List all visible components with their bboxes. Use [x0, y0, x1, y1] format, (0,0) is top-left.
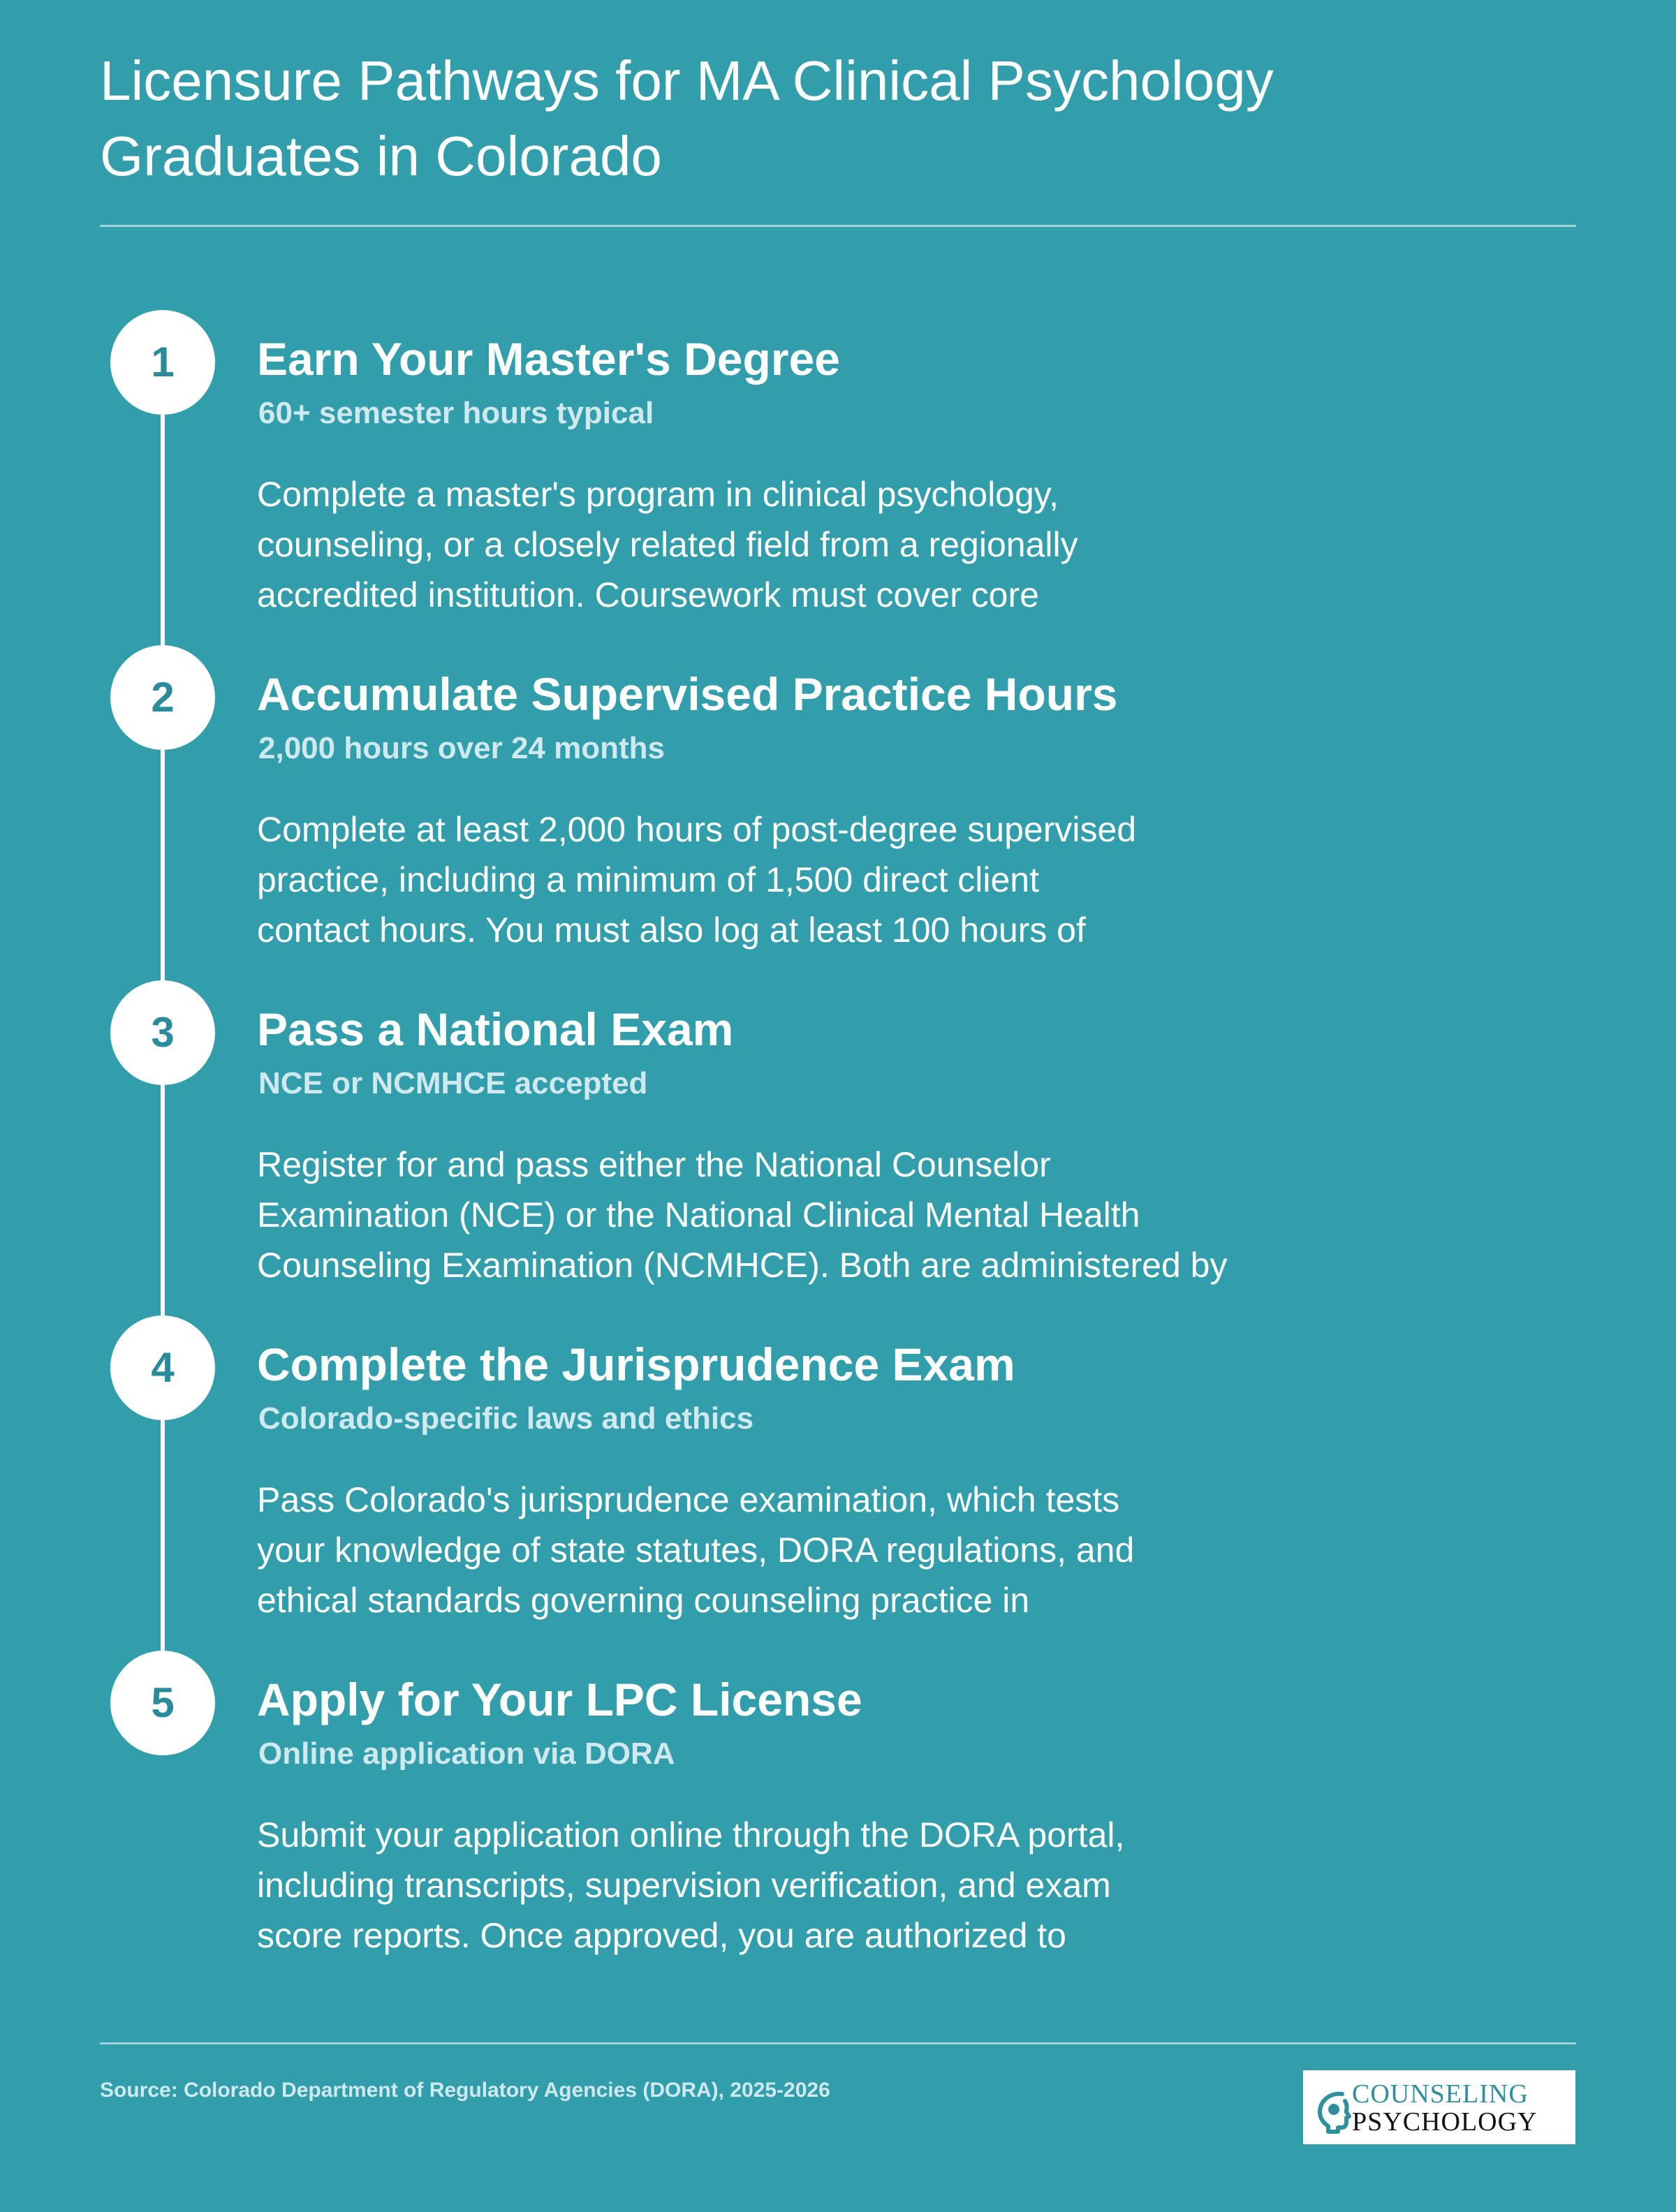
step-description-line: Complete a master's program in clinical psychology, — [257, 475, 1059, 514]
step-description-line: counseling, or a closely related field from a regionally — [257, 525, 1078, 564]
footer-divider — [100, 2042, 1576, 2044]
step-3 — [0, 980, 1676, 1285]
step-description — [257, 1810, 1444, 1961]
step-description-line: Complete at least 2,000 hours of post-degree supervised — [257, 810, 1137, 849]
step-description — [257, 469, 1444, 620]
page-title-line-1: Licensure Pathways for MA Clinical Psychology — [100, 50, 1274, 112]
step-number-badge: 1 — [110, 310, 215, 415]
logo-wordmark — [1352, 2080, 1537, 2136]
step-title: Apply for Your LPC License — [257, 1674, 862, 1725]
step-4 — [0, 1315, 1676, 1620]
step-1 — [0, 310, 1676, 614]
step-subtitle: 60+ semester hours typical — [258, 396, 654, 430]
step-5 — [0, 1651, 1676, 1955]
page-title — [100, 43, 1497, 194]
step-description-line: Register for and pass either the National Counselor — [257, 1145, 1051, 1184]
step-subtitle: Colorado-specific laws and ethics — [258, 1401, 754, 1436]
step-title: Accumulate Supervised Practice Hours — [257, 668, 1118, 720]
step-description-line: ethical standards governing counseling practice in — [257, 1581, 1030, 1620]
header-divider — [100, 225, 1576, 227]
step-description — [257, 1475, 1444, 1625]
step-description-line: practice, including a minimum of 1,500 direct client — [257, 860, 1039, 899]
step-number-badge: 3 — [110, 980, 215, 1085]
step-description-line: Examination (NCE) or the National Clinical Mental Health — [257, 1195, 1140, 1234]
step-number-badge: 4 — [110, 1315, 215, 1420]
step-description — [257, 804, 1444, 955]
step-title: Pass a National Exam — [257, 1003, 734, 1055]
step-description-line: score reports. Once approved, you are authorized to — [257, 1916, 1066, 1955]
step-subtitle: Online application via DORA — [258, 1737, 675, 1771]
step-description-line: Pass Colorado's jurisprudence examination, which tests — [257, 1480, 1120, 1519]
step-2 — [0, 645, 1676, 950]
step-description-line: including transcripts, supervision verification, and exam — [257, 1866, 1111, 1905]
step-description — [257, 1140, 1444, 1290]
logo-line-1: COUNSELING — [1352, 2079, 1529, 2109]
step-title: Earn Your Master's Degree — [257, 333, 840, 385]
step-description-line: your knowledge of state statutes, DORA regulations, and — [257, 1531, 1135, 1570]
step-subtitle: 2,000 hours over 24 months — [258, 731, 665, 765]
step-description-line: accredited institution. Coursework must cover core — [257, 575, 1039, 614]
logo-line-2: PSYCHOLOGY — [1352, 2107, 1538, 2137]
step-description-line: contact hours. You must also log at least 100 hours of — [257, 910, 1086, 950]
step-description-line: Counseling Examination (NCMHCE). Both are administered by — [257, 1246, 1228, 1285]
step-number-badge: 2 — [110, 645, 215, 750]
step-title: Complete the Jurisprudence Exam — [257, 1339, 1015, 1390]
counseling-psychology-logo — [1303, 2070, 1575, 2144]
step-subtitle: NCE or NCMHCE accepted — [258, 1066, 648, 1100]
source-note: Source: Colorado Department of Regulatory Agencies (DORA), 2025-2026 — [100, 2079, 830, 2102]
step-number-badge: 5 — [110, 1651, 215, 1755]
page-title-line-2: Graduates in Colorado — [100, 125, 662, 187]
step-description-line: Submit your application online through the DORA portal, — [257, 1815, 1125, 1855]
head-profile-icon — [1314, 2090, 1356, 2134]
